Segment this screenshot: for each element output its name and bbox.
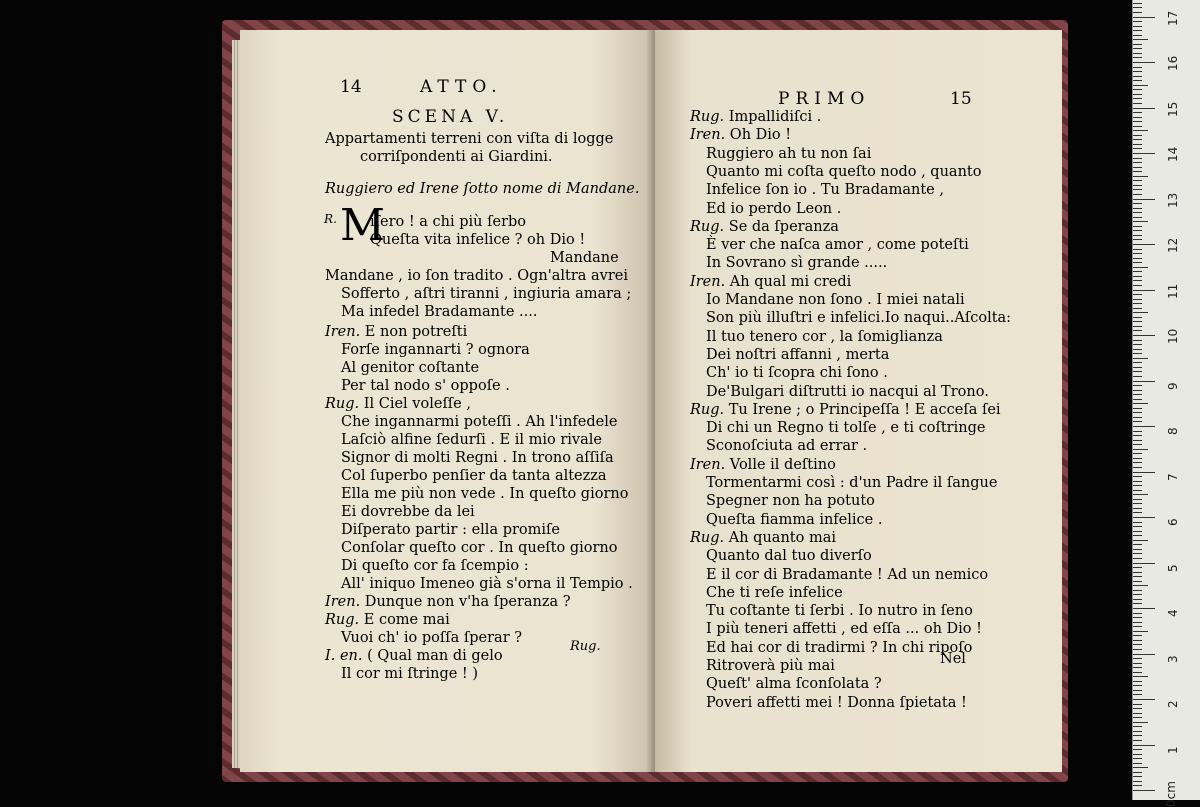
ruler-tick bbox=[1133, 508, 1142, 509]
ruler-tick bbox=[1133, 503, 1142, 504]
scene-title: SCENA V. bbox=[392, 107, 509, 127]
right-text-line: Ritroverà più mai bbox=[706, 658, 835, 674]
ruler-tick bbox=[1133, 80, 1142, 81]
ruler-tick bbox=[1133, 526, 1142, 527]
ruler-tick bbox=[1133, 199, 1155, 200]
right-text-line: Sconoſciuta ad errar . bbox=[706, 438, 868, 455]
ruler-tick bbox=[1133, 558, 1142, 559]
left-text-line: Iren. Dunque non v'ha ſperanza ? bbox=[325, 594, 571, 610]
ruler-tick bbox=[1133, 594, 1142, 595]
right-running-head: PRIMO bbox=[778, 89, 871, 109]
ruler-tick bbox=[1133, 449, 1148, 450]
measuring-ruler bbox=[1132, 0, 1200, 807]
ruler-tick bbox=[1133, 681, 1142, 682]
speaker-tag: Iren. bbox=[690, 456, 726, 473]
ruler-tick bbox=[1133, 435, 1142, 436]
ruler-label: 7 bbox=[1166, 472, 1180, 481]
right-text-line: Spegner non ha potuto bbox=[706, 493, 875, 510]
right-text-line: Ed io perdo Leon . bbox=[706, 200, 842, 217]
ruler-tick bbox=[1133, 258, 1142, 259]
ruler-tick bbox=[1133, 617, 1142, 618]
ruler-tick bbox=[1133, 176, 1148, 177]
speaker-tag: Rug. bbox=[690, 109, 725, 125]
ruler-tick bbox=[1133, 599, 1142, 600]
ruler-label: 16 bbox=[1166, 55, 1180, 71]
ruler-tick bbox=[1133, 644, 1142, 645]
ruler-tick bbox=[1133, 271, 1142, 272]
ruler-tick bbox=[1133, 672, 1142, 673]
ruler-tick bbox=[1133, 189, 1142, 190]
ruler-tick bbox=[1133, 708, 1142, 709]
ruler-tick bbox=[1133, 622, 1142, 623]
ruler-tick bbox=[1133, 98, 1142, 99]
ruler-tick bbox=[1133, 563, 1155, 564]
ruler-tick bbox=[1133, 76, 1142, 77]
ruler-tick bbox=[1133, 754, 1142, 755]
ruler-tick bbox=[1133, 3, 1142, 4]
ruler-tick bbox=[1133, 340, 1142, 341]
right-text-line: Quanto mi coſta queſto nodo , quanto bbox=[706, 163, 982, 180]
speaker-tag: Rug. bbox=[690, 218, 725, 235]
left-text-line: iſero ! a chi più ſerbo bbox=[370, 214, 527, 230]
left-text-line: Sofferto , aſtri tiranni , ingiuria amara ; bbox=[341, 286, 632, 302]
ruler-tick bbox=[1133, 39, 1148, 40]
characters-line: Ruggiero ed Irene ſotto nome di Mandane. bbox=[325, 181, 640, 197]
ruler-tick bbox=[1133, 631, 1148, 632]
ruler-label: 9 bbox=[1166, 381, 1180, 390]
ruler-tick bbox=[1133, 212, 1142, 213]
ruler-tick bbox=[1133, 294, 1142, 295]
ruler-label: 8 bbox=[1166, 427, 1180, 435]
ruler-tick bbox=[1133, 663, 1142, 664]
left-running-head: ATTO. bbox=[420, 77, 503, 97]
ruler-tick bbox=[1133, 94, 1142, 95]
ruler-tick bbox=[1133, 458, 1142, 459]
left-text-line: Conſolar queſto cor . In queſto giorno bbox=[341, 540, 618, 556]
right-text-line: Io Mandane non ſono . I miei natali bbox=[706, 292, 965, 308]
ruler-tick bbox=[1133, 262, 1142, 263]
ruler-tick bbox=[1133, 353, 1142, 354]
ruler-tick bbox=[1133, 717, 1142, 718]
ruler-label: 0cm bbox=[1164, 781, 1178, 807]
speaker-tag: Rug. bbox=[690, 401, 725, 418]
ruler-tick bbox=[1133, 335, 1155, 336]
right-text-line: Iren. Ah qual mi credi bbox=[690, 273, 852, 290]
ruler-label: 4 bbox=[1166, 609, 1180, 617]
right-text-line: Ruggiero ah tu non ſai bbox=[706, 145, 872, 162]
ruler-tick bbox=[1133, 349, 1142, 350]
ruler-label: 13 bbox=[1166, 192, 1180, 208]
ruler-tick bbox=[1133, 7, 1142, 8]
ruler-tick bbox=[1133, 48, 1142, 49]
ruler-tick bbox=[1133, 735, 1142, 736]
ruler-tick bbox=[1133, 57, 1142, 58]
left-text-line: Mandane , io ſon tradito . Ogn'altra avrei bbox=[325, 268, 629, 284]
ruler-tick bbox=[1133, 394, 1142, 395]
right-catchword: Nel bbox=[940, 651, 966, 667]
right-text-line: Iren. Oh Dio ! bbox=[690, 127, 792, 144]
right-text-line: I più teneri affetti , ed eſſa ... oh Dio ! bbox=[706, 621, 982, 638]
ruler-tick bbox=[1133, 317, 1142, 318]
ruler-tick bbox=[1133, 481, 1142, 482]
ruler-tick bbox=[1133, 399, 1142, 400]
ruler-tick bbox=[1133, 244, 1155, 245]
ruler-tick bbox=[1133, 431, 1142, 432]
ruler-tick bbox=[1133, 485, 1142, 486]
ruler-tick bbox=[1133, 239, 1142, 240]
ruler-tick bbox=[1133, 121, 1142, 122]
ruler-label: 3 bbox=[1166, 654, 1180, 663]
ruler-tick bbox=[1133, 235, 1142, 236]
ruler-tick bbox=[1133, 722, 1148, 723]
ruler-tick bbox=[1133, 139, 1142, 140]
ruler-tick bbox=[1133, 494, 1148, 495]
ruler-tick bbox=[1133, 276, 1142, 277]
ruler-tick bbox=[1133, 476, 1142, 477]
ruler-tick bbox=[1133, 603, 1142, 604]
ruler-tick bbox=[1133, 544, 1142, 545]
setting-line-1: Appartamenti terreni con viſta di logge bbox=[325, 131, 614, 147]
ruler-tick bbox=[1133, 144, 1142, 145]
ruler-tick bbox=[1133, 385, 1142, 386]
left-text-line: Iren. E non potreſti bbox=[325, 324, 468, 340]
right-text-line: Queſt' alma ſconſolata ? bbox=[706, 676, 882, 693]
left-text-line: Che ingannarmi poteſſi . Ah l'infedele bbox=[341, 414, 618, 430]
ruler-label: 2 bbox=[1166, 700, 1180, 708]
ruler-tick bbox=[1133, 67, 1142, 68]
right-text-line: Il tuo tenero cor , la ſomiglianza bbox=[706, 328, 943, 345]
ruler-tick bbox=[1133, 649, 1142, 650]
right-text-line: Tormentarmi così : d'un Padre il ſangue bbox=[706, 475, 998, 491]
left-text-line: Di queſto cor fa ſcempio : bbox=[341, 558, 529, 574]
ruler-tick bbox=[1133, 312, 1148, 313]
ruler-tick bbox=[1133, 44, 1142, 45]
ruler-tick bbox=[1133, 749, 1142, 750]
ruler-tick bbox=[1133, 685, 1142, 686]
ruler-tick bbox=[1133, 253, 1142, 254]
ruler-tick bbox=[1133, 421, 1142, 422]
ruler-tick bbox=[1133, 640, 1142, 641]
right-text-line: Tu coſtante ti ſerbi . Io nutro in ſeno bbox=[706, 603, 973, 620]
ruler-tick bbox=[1133, 522, 1142, 523]
ruler-label: 15 bbox=[1166, 101, 1180, 117]
right-text-line: Rug. Tu Irene ; o Principeſſa ! E acceſa ſei bbox=[690, 401, 1001, 418]
ruler-tick bbox=[1133, 626, 1142, 627]
ruler-tick bbox=[1133, 17, 1155, 18]
ruler-tick bbox=[1133, 517, 1155, 518]
ruler-label: 10 bbox=[1166, 328, 1180, 344]
ruler-tick bbox=[1133, 726, 1142, 727]
ruler-tick bbox=[1133, 217, 1142, 218]
left-text-line: Laſciò alfine ſedurſi . E il mio rivale bbox=[341, 432, 602, 448]
ruler-tick bbox=[1133, 535, 1142, 536]
right-text-line: Che ti reſe infelice bbox=[706, 584, 843, 601]
left-text-line: Queſta vita infelice ? oh Dio ! bbox=[370, 232, 586, 248]
ruler-label: 17 bbox=[1166, 10, 1180, 26]
left-text-line: All' iniquo Imeneo già s'orna il Tempio . bbox=[341, 576, 633, 592]
left-page-number: 14 bbox=[340, 77, 362, 97]
ruler-tick bbox=[1133, 567, 1142, 568]
right-text-line: Ch' io ti ſcopra chi ſono . bbox=[706, 365, 888, 382]
ruler-tick bbox=[1133, 85, 1148, 86]
ruler-tick bbox=[1133, 321, 1142, 322]
ruler-tick bbox=[1133, 512, 1142, 513]
ruler-tick bbox=[1133, 285, 1142, 286]
ruler-tick bbox=[1133, 376, 1142, 377]
ruler-tick bbox=[1133, 230, 1142, 231]
ruler-tick bbox=[1133, 763, 1142, 764]
right-text-line: Poveri affetti mei ! Donna ſpietata ! bbox=[706, 694, 967, 711]
left-text-line: Ei dovrebbe da lei bbox=[341, 504, 475, 520]
right-text-line: Iren. Volle il deſtino bbox=[690, 456, 836, 473]
ruler-tick bbox=[1133, 531, 1142, 532]
ruler-tick bbox=[1133, 472, 1155, 473]
speaker-tag: Rug. bbox=[325, 612, 360, 628]
right-text-line: Infelice ſon io . Tu Bradamante , bbox=[706, 182, 944, 199]
right-page-number: 15 bbox=[950, 89, 972, 109]
ruler-tick bbox=[1133, 167, 1142, 168]
ruler-tick bbox=[1133, 171, 1142, 172]
ruler-tick bbox=[1133, 590, 1142, 591]
ruler-tick bbox=[1133, 417, 1142, 418]
ruler-tick bbox=[1133, 362, 1142, 363]
ruler-tick bbox=[1133, 412, 1142, 413]
ruler-tick bbox=[1133, 194, 1142, 195]
ruler-tick bbox=[1133, 308, 1142, 309]
ruler-tick bbox=[1133, 135, 1142, 136]
left-text-line: Al genitor coſtante bbox=[341, 360, 480, 376]
speaker-tag: Rug. bbox=[325, 396, 360, 412]
left-text-line: Il cor mi ſtringe ! ) bbox=[341, 666, 479, 682]
ruler-tick bbox=[1133, 267, 1148, 268]
ruler-tick bbox=[1133, 326, 1142, 327]
ruler-tick bbox=[1133, 30, 1142, 31]
ruler-tick bbox=[1133, 226, 1142, 227]
ruler-tick bbox=[1133, 462, 1142, 463]
ruler-tick bbox=[1133, 108, 1155, 109]
ruler-tick bbox=[1133, 467, 1142, 468]
ruler-tick bbox=[1133, 381, 1155, 382]
ruler-tick bbox=[1133, 290, 1155, 291]
ruler-tick bbox=[1133, 203, 1142, 204]
ruler-tick bbox=[1133, 758, 1142, 759]
ruler-tick bbox=[1133, 608, 1155, 609]
right-text-line: È ver che naſca amor , come poteſti bbox=[706, 237, 969, 254]
ruler-tick bbox=[1133, 694, 1142, 695]
ruler-tick bbox=[1133, 358, 1148, 359]
ruler-tick bbox=[1133, 676, 1148, 677]
ruler-tick bbox=[1133, 654, 1155, 655]
ruler-label: 12 bbox=[1166, 237, 1180, 253]
left-text-line: Rug. E come mai bbox=[325, 612, 450, 628]
speaker-tag: Iren. bbox=[690, 273, 726, 290]
ruler-tick bbox=[1133, 249, 1142, 250]
ruler-tick bbox=[1133, 690, 1142, 691]
right-text-line: Rug. Impallidiſci . bbox=[690, 109, 822, 125]
right-text-line: E il cor di Bradamante ! Ad un nemico bbox=[706, 566, 989, 583]
ruler-tick bbox=[1133, 585, 1148, 586]
ruler-tick bbox=[1133, 408, 1142, 409]
ruler-label: 14 bbox=[1166, 146, 1180, 162]
ruler-tick bbox=[1133, 35, 1142, 36]
ruler-tick bbox=[1133, 785, 1142, 786]
ruler-tick bbox=[1133, 572, 1142, 573]
right-text-line: De'Bulgari diſtrutti io nacqui al Trono. bbox=[706, 383, 989, 400]
ruler-tick bbox=[1133, 613, 1142, 614]
left-text-line: Per tal nodo s' oppoſe . bbox=[341, 378, 510, 394]
ruler-tick bbox=[1133, 499, 1142, 500]
ruler-tick bbox=[1133, 303, 1142, 304]
ruler-tick bbox=[1133, 371, 1142, 372]
speaker-tag: Iren. bbox=[325, 594, 361, 610]
ruler-tick bbox=[1133, 153, 1155, 154]
ruler-label: 6 bbox=[1166, 518, 1180, 526]
left-text-line: Col ſuperbo penſier da tanta altezza bbox=[341, 468, 607, 484]
ruler-label: 5 bbox=[1166, 563, 1180, 572]
ruler-tick bbox=[1133, 549, 1142, 550]
speaker-r: R. bbox=[324, 212, 337, 226]
ruler-tick bbox=[1133, 731, 1142, 732]
ruler-tick bbox=[1133, 103, 1142, 104]
ruler-tick bbox=[1133, 126, 1142, 127]
ruler-tick bbox=[1133, 403, 1148, 404]
left-text-line: Diſperato partir : ella promiſe bbox=[341, 522, 560, 538]
ruler-tick bbox=[1133, 130, 1148, 131]
ruler-tick bbox=[1133, 158, 1142, 159]
ruler-tick bbox=[1133, 581, 1142, 582]
ruler-tick bbox=[1133, 781, 1142, 782]
ruler-tick bbox=[1133, 89, 1142, 90]
ruler-tick bbox=[1133, 112, 1142, 113]
ruler-tick bbox=[1133, 26, 1142, 27]
ruler-tick bbox=[1133, 790, 1155, 791]
right-text-line: Ed hai cor di tradirmi ? In chi ripoſo bbox=[706, 639, 973, 656]
right-text-line: In Sovrano sì grande ..... bbox=[706, 255, 888, 272]
ruler-tick bbox=[1133, 440, 1142, 441]
ruler-tick bbox=[1133, 344, 1142, 345]
right-text-line: Queſta fiamma infelice . bbox=[706, 511, 883, 528]
ruler-tick bbox=[1133, 390, 1142, 391]
ruler-tick bbox=[1133, 776, 1142, 777]
setting-line-2: corriſpondenti ai Giardini. bbox=[360, 149, 553, 165]
ruler-tick bbox=[1133, 576, 1142, 577]
left-text-line: Rug. Il Ciel voleſſe , bbox=[325, 396, 471, 412]
ruler-tick bbox=[1133, 208, 1142, 209]
ruler-tick bbox=[1133, 299, 1142, 300]
ruler-tick bbox=[1133, 367, 1142, 368]
left-text-line: I. en. ( Qual man di gelo bbox=[325, 648, 503, 664]
left-text-line: Mandane bbox=[550, 250, 619, 266]
ruler-tick bbox=[1133, 704, 1142, 705]
ruler-tick bbox=[1133, 667, 1142, 668]
ruler-tick bbox=[1133, 658, 1142, 659]
ruler-label: 1 bbox=[1166, 745, 1180, 754]
ruler-label: 11 bbox=[1166, 283, 1180, 299]
ruler-tick bbox=[1133, 162, 1142, 163]
left-text-line: Ella me più non vede . In queſto giorno bbox=[341, 486, 629, 502]
left-text-line: Signor di molti Regni . In trono aſſiſa bbox=[341, 450, 614, 466]
ruler-tick bbox=[1133, 553, 1142, 554]
ruler-tick bbox=[1133, 635, 1142, 636]
ruler-tick bbox=[1133, 426, 1155, 427]
ruler-tick bbox=[1133, 180, 1142, 181]
ruler-tick bbox=[1133, 21, 1142, 22]
left-text-line: Ma infedel Bradamante .... bbox=[341, 304, 538, 320]
right-text-line: Quanto dal tuo diverſo bbox=[706, 548, 872, 565]
ruler-tick bbox=[1133, 490, 1142, 491]
speaker-tag: Iren. bbox=[690, 127, 726, 144]
speaker-tag: I. en. bbox=[325, 648, 363, 664]
ruler-tick bbox=[1133, 453, 1142, 454]
ruler-tick bbox=[1133, 117, 1142, 118]
left-text-line: Vuoi ch' io poſſa ſperar ? bbox=[341, 630, 523, 646]
left-text-line: Forſe ingannarti ? ognora bbox=[341, 342, 530, 358]
speaker-tag: Iren. bbox=[325, 324, 361, 340]
right-text-line: Rug. Se da ſperanza bbox=[690, 218, 839, 235]
ruler-tick bbox=[1133, 62, 1155, 63]
ruler-tick bbox=[1133, 185, 1142, 186]
right-text-line: Rug. Ah quanto mai bbox=[690, 529, 836, 546]
ruler-tick bbox=[1133, 280, 1142, 281]
ruler-tick bbox=[1133, 740, 1142, 741]
ruler-tick bbox=[1133, 699, 1155, 700]
ruler-tick bbox=[1133, 53, 1142, 54]
ruler-tick bbox=[1133, 745, 1155, 746]
ruler-tick bbox=[1133, 330, 1142, 331]
ruler-tick bbox=[1133, 540, 1148, 541]
ruler-tick bbox=[1133, 767, 1148, 768]
ruler-tick bbox=[1133, 221, 1148, 222]
ruler-tick bbox=[1133, 148, 1142, 149]
right-text-line: Dei noſtri affanni , merta bbox=[706, 346, 890, 363]
drop-cap: M bbox=[340, 200, 386, 251]
ruler-tick bbox=[1133, 772, 1142, 773]
ruler-tick bbox=[1133, 713, 1142, 714]
left-catchword: Rug. bbox=[570, 639, 601, 654]
ruler-tick bbox=[1133, 71, 1142, 72]
right-text-line: Di chi un Regno ti tolſe , e ti coſtringe bbox=[706, 420, 986, 437]
ruler-tick bbox=[1133, 444, 1142, 445]
right-text-line: Son più illuſtri e infelici.Io naqui..Aſcolta: bbox=[706, 310, 1012, 327]
ruler-tick bbox=[1133, 12, 1142, 13]
speaker-tag: Rug. bbox=[690, 529, 725, 546]
